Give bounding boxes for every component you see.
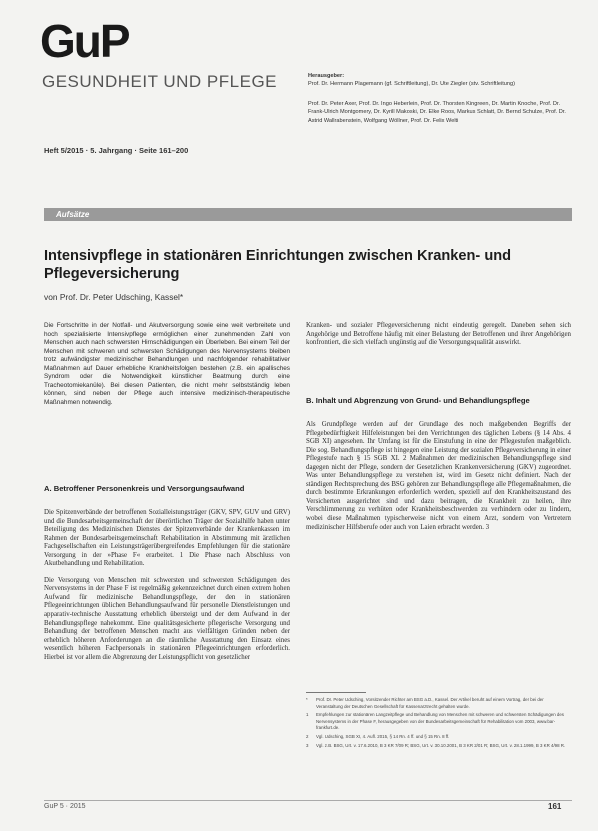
editors-main: Prof. Dr. Hermann Plagemann (gf. Schriftleitung), Dr. Ute Ziegler (stv. Schriftleitung) <box>308 81 515 88</box>
footnote-number: 2 <box>306 733 309 739</box>
footnote-rule <box>306 692 366 693</box>
section-a-heading: A. Betroffener Personenkreis und Versorgungsaufwand <box>44 484 245 493</box>
issue-info: Heft 5/2015 · 5. Jahrgang · Seite 161–200 <box>44 146 189 155</box>
footnote <box>306 712 571 732</box>
footnote <box>306 697 571 710</box>
section-bar <box>44 208 572 221</box>
footer-rule <box>44 800 572 801</box>
page-number: 161 <box>548 802 562 811</box>
footnote-number: 1 <box>306 712 309 718</box>
footnote-text: Vgl. z.B. BSG, Urt. v. 17.6.2010, B 3 KR 7/09 R; BSG, Urt. v. 30.10.2001, B 3 KR 2/01 R; BSG, Urt. v. 28.1.1999, B 3 KR 4/98 R. <box>316 742 566 748</box>
article-title: Intensivpflege in stationären Einrichtungen zwischen Kranken- und Pflegeversicherung <box>44 248 512 282</box>
section-label: Aufsätze <box>56 210 90 219</box>
footnote-number: 3 <box>306 742 309 748</box>
article-abstract: Die Fortschritte in der Notfall- und Akutversorgung sowie eine weit verbreitete und hoch spezialisierte Intensivpflege ermöglichen einer zunehmenden Zahl von Menschen auch nach schwersten Hirnschädigungen ein Überleben. Bei einem Teil der Menschen mit schweren und schwersten Schädigungen des Nervensystems bleiben trotz aufwändigster medizinischer Behandlungen und nachfolgender rehabilitativer Maßnahmen auf Dauer erhebliche Krankheitsfolgen bestehen (z.B. ein apallisches Syndrom oder die Notwendigkeit künstlicher Beatmung durch eine Tracheotomiekanüle). Bei diesen Patienten, die nicht mehr selbstständig leben können, sind neben der Pflege auch intensive medizinisch-therapeutische Maßnahmen notwendig. <box>44 322 290 406</box>
editors-more: Prof. Dr. Peter Axer, Prof. Dr. Ingo Heberlein, Prof. Dr. Thorsten Kingreen, Dr. Martin Knoche, Prof. Dr. Frank-Ulrich Montgomery, Dr. Kyrill Makoski, Dr. Elke Roos, Markus Schlatt, Dr. Bernd Schulze, Prof. Dr. Astrid Wallrabenstein, Wolfgang Wöllner, Prof. Dr. Felix Welti <box>308 100 566 124</box>
journal-logo: GuP <box>40 15 129 67</box>
footnote-text: Prof. Dr. Peter Udsching, Vorsitzender Richter am BSG a.D., Kassel. Der Artikel beruht auf einem Vortrag, der bei der Veranstaltung der Deutschen Gesellschaft für Kassenarztrecht gehalten wurde. <box>316 697 544 709</box>
section-b-body: Als Grundpflege werden auf der Grundlage des noch maßgebenden Begriffs der Pflegebedürftigkeit Hilfeleistungen bei den Verrichtungen des täglichen Lebens (§ 14 Abs. 4 SGB XI) angesehen. Ihr Umfang ist für die Einstufung in eine der Pflegestufen maßgeblich. Die sog. Behandlungspflege ist hingegen eine Leistung der sozialen Pflegeversicherung in einer Pflegestufe nach § 15 SGB XI. 2 Maßnahmen der medizinischen Behandlungspflege sind dagegen nicht der Pflege, sondern der Gesetzlichen Krankenversicherung (GKV) zugeordnet. Was unter Behandlungspflege zu verstehen ist, wird im Gesetz nicht definiert. Nach der ständigen Rechtsprechung des BSG gehören zur Behandlungspflege alle Pflegemaßnahmen, die durch bestimmte Erkrankungen erforderlich werden, speziell auf den Krankheitszustand des Versicherten ausgerichtet sind und dazu beitragen, die Krankheit zu heilen, ihre Verschlimmerung zu verhüten oder Krankheitsbeschwerden zu verhindern oder zu lindern, wobei diese Maßnahmen typischerweise nicht von einem Arzt, sondern von Vertretern medizinischer Hilfsberufe oder auch von Laien erbracht werden. 3 <box>306 421 571 531</box>
footnote-text: Vgl. Udsching, SGB XI, 4. Aufl. 2015, § 14 Rn. 4 ff. und § 15 Rn. 8 ff. <box>316 733 450 739</box>
editors-label: Herausgeber: <box>308 73 345 79</box>
footnote <box>306 734 571 741</box>
footnote <box>306 743 571 750</box>
body-paragraph: Die Versorgung von Menschen mit schwersten und schwersten Schädigungen des Nervensystems in der Phase F ist regelmäßig gekennzeichnet durch einen extrem hohen Aufwand für medizinische Behandlungspflege, der den in stationären Pflegeeinrichtungen üblichen Behandlungsaufwand für personelle Dienstleistungen und apparativ-technische Ausstattung erheblich übersteigt und der dem Aufwand in der Behandlungspflege nahekommt. Eine qualitätsgesicherte pflegerische Versorgung und Behandlung der betroffenen Menschen macht aus vielfältigen Gründen neben der erheblich höheren Anforderungen an die räumliche Ausstattung den Einsatz eines wesentlich höheren Fachpersonals in stationären Pflegeeinrichtungen erforderlich. Hierbei ist vor allem die Abgrenzung der Leistungspflicht von gesetzlicher <box>44 576 290 661</box>
footnote-number: * <box>306 697 308 702</box>
footnotes <box>306 697 571 751</box>
body-paragraph: Die Spitzenverbände der betroffenen Sozialleistungsträger (GKV, SPV, GUV und GRV) und die Bundesarbeitsgemeinschaft der überörtlichen Träger der Sozialhilfe haben unter Beteiligung des Medizinischen Dienstes der Spitzenverbände der Krankenkassen im Rahmen der Bundesarbeitsgemeinschaft Rehabilitation in Abstimmung mit ärztlichen Fachgesellschaften ein Leistungsträgerübergreifendes Empfehlungen für die stationäre Versorgung in der »Phase F« erarbeitet. 1 Die Phase nach Abschluss von Akutbehandlung und Rehabilitation. <box>44 509 290 568</box>
footer-journal-ref: GuP 5 · 2015 <box>44 803 86 810</box>
editors-block <box>308 72 570 125</box>
section-a-body <box>44 509 290 670</box>
right-column-intro: Kranken- und sozialer Pflegeversicherung nicht eindeutig geregelt. Daneben sehen sich Angehörige und Betroffene häufig mit einer Belastung der Betroffenen und ihrer Angehörigen konfrontiert, die sich vielfach ungünstig auf die Versorgungsqualität auswirkt. <box>306 322 571 347</box>
article-author: von Prof. Dr. Peter Udsching, Kassel* <box>44 292 184 302</box>
footnote-text: Empfehlungen zur stationären Langzeitpflege und Behandlung von Menschen mit schweren und schwersten Schädigungen des Nervensystems in der Phase F, herausgegeben von der Bundesarbeitsgemeinschaft für Rehabilitation vom 2003, www.bar-frankfurt.de. <box>316 712 564 731</box>
journal-subtitle: GESUNDHEIT UND PFLEGE <box>42 72 278 91</box>
section-b-heading: B. Inhalt und Abgrenzung von Grund- und Behandlungspflege <box>306 396 530 405</box>
